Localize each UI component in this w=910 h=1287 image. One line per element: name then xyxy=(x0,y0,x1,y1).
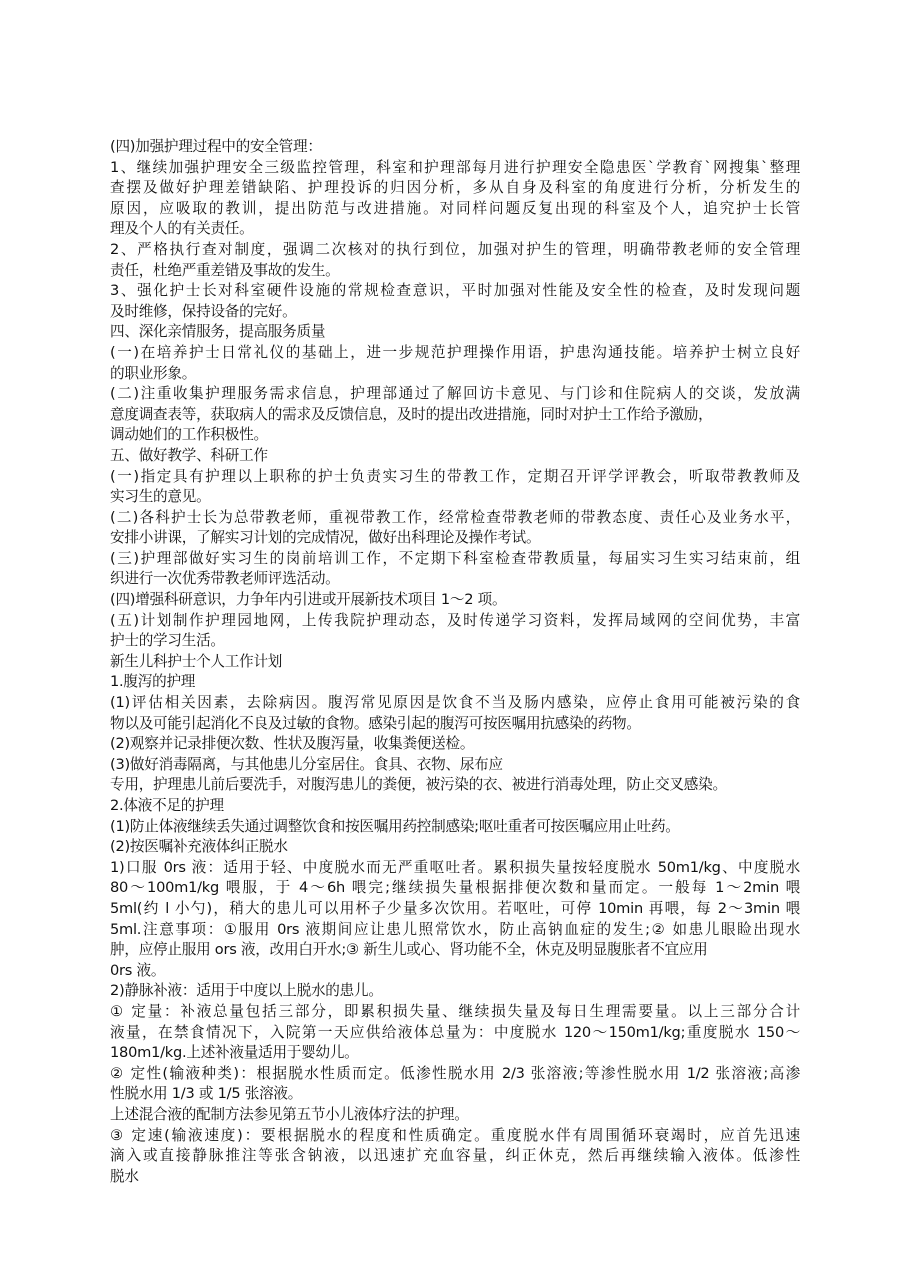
paragraph-line: ② 定性(输液种类)：根据脱水性质而定。低渗性脱水用 2/3 张溶液;等渗性脱水用 1/2 张溶液;高渗 xyxy=(110,1064,800,1082)
paragraph-line: 0rs 液。 xyxy=(110,961,166,979)
paragraph-line: 及时维修，保持设备的完好。 xyxy=(110,302,297,320)
paragraph-line: 性脱水用 1/3 或 1/5 张溶液。 xyxy=(110,1085,303,1103)
paragraph-line: 肿，应停止服用 ors 液，改用白开水;③ 新生儿或心、肾功能不全，休克及明显腹胀者不宜应用 xyxy=(110,941,708,959)
paragraph-line: 查摆及做好护理差错缺陷、护理投诉的归因分析，多从自身及科室的角度进行分析，分析发生的 xyxy=(110,179,800,197)
paragraph-line: (五)计划制作护理园地网，上传我院护理动态，及时传递学习资料，发挥局域网的空间优势，丰富 xyxy=(110,611,800,629)
paragraph-line: 专用，护理患儿前后要洗手，对腹泻患儿的粪便，被污染的衣、被进行消毒处理，防止交叉感染。 xyxy=(110,776,727,794)
document-page xyxy=(110,137,800,1187)
paragraph-line: 液量，在禁食情况下，入院第一天应供给液体总量为：中度脱水 120～150m1/kg;重度脱水 150～ xyxy=(110,1023,800,1041)
paragraph-line: (二)注重收集护理服务需求信息，护理部通过了解回访卡意见、与门诊和住院病人的交谈，发放满 xyxy=(110,385,800,403)
section-heading: (四)加强护理过程中的安全管理： xyxy=(110,138,322,155)
paragraph-line: (2)按医嘱补充液体纠正脱水 xyxy=(110,838,288,856)
paragraph-line: (三)护理部做好实习生的岗前培训工作，不定期下科室检查带教质量，每届实习生实习结束前，组 xyxy=(110,549,800,567)
section-heading: 1.腹泻的护理 xyxy=(110,673,196,691)
paragraph-line: 5ml(约 l 小勺)，稍大的患儿可以用杯子少量多次饮用。若呕吐，可停 10min 再喂，每 2～3min 喂 xyxy=(110,899,800,917)
paragraph-line: 织进行一次优秀带教老师评选活动。 xyxy=(110,570,340,588)
section-heading: 2.体液不足的护理 xyxy=(110,797,224,814)
section-heading: 新生儿科护士个人工作计划 xyxy=(110,652,283,670)
paragraph-line: 上述混合液的配制方法参见第五节小儿液体疗法的护理。 xyxy=(110,1105,469,1123)
paragraph-line: 安排小讲课，了解实习计划的完成情况，做好出科理论及操作考试。 xyxy=(110,529,541,547)
paragraph-line: 2、严格执行查对制度，强调二次核对的执行到位，加强对护生的管理，明确带教老师的安全管理 xyxy=(110,240,800,258)
section-heading: 四、深化亲情服务，提高服务质量 xyxy=(110,323,326,341)
paragraph-line: 滴入或直接静脉推注等张含钠液，以迅速扩充血容量，纠正休克，然后再继续输入液体。低渗性 xyxy=(110,1147,800,1165)
paragraph-line: 责任，杜绝严重差错及事故的发生。 xyxy=(110,261,340,279)
paragraph-line: (二)各科护士长为总带教老师，重视带教工作，经常检查带教老师的带教态度、责任心及业务水平， xyxy=(110,508,800,526)
paragraph-line: 2)静脉补液：适用于中度以上脱水的患儿。 xyxy=(110,982,383,1000)
paragraph-line: 调动她们的工作积极性。 xyxy=(110,426,268,444)
paragraph-line: (1)防止体液继续丢失通过调整饮食和按医嘱用药控制感染;呕吐重者可按医嘱应用止吐药。 xyxy=(110,817,680,835)
paragraph-line: 1)口服 0rs 液：适用于轻、中度脱水而无严重呕吐者。累积损失量按轻度脱水 50m1/kg、中度脱水 xyxy=(110,858,800,876)
paragraph-line: ③ 定速(输液速度)：要根据脱水的程度和性质确定。重度脱水伴有周围循环衰竭时，应首先迅速 xyxy=(110,1126,800,1144)
paragraph-line: (一)指定具有护理以上职称的护士负责实习生的带教工作，定期召开评学评教会，听取带教教师及 xyxy=(110,467,800,485)
paragraph-line: (2)观察并记录排便次数、性状及腹泻量，收集粪便送检。 xyxy=(110,735,475,753)
paragraph-line: (四)增强科研意识，力争年内引进或开展新技术项目 1～2 项。 xyxy=(110,591,507,609)
paragraph-line: (1)评估相关因素，去除病因。腹泻常见原因是饮食不当及肠内感染，应停止食用可能被污染的食 xyxy=(110,694,800,712)
paragraph-line: 实习生的意见。 xyxy=(110,488,211,506)
paragraph-line: 意度调查表等，获取病人的需求及反馈信息，及时的提出改进措施，同时对护士工作给予激励， xyxy=(110,405,713,423)
paragraph-line: 原因，应吸取的教训，提出防范与改进措施。对同样问题反复出现的科室及个人，追究护士长管 xyxy=(110,199,800,217)
paragraph-line: 脱水 xyxy=(110,1167,139,1185)
paragraph-line: 3、强化护士长对科室硬件设施的常规检查意识，平时加强对性能及安全性的检查，及时发现问题 xyxy=(110,282,800,300)
paragraph-line: 物以及可能引起消化不良及过敏的食物。感染引起的腹泻可按医嘱用抗感染的药物。 xyxy=(110,714,641,732)
paragraph-line: 80～100m1/kg 喂服，于 4～6h 喂完;继续损失量根据排便次数和量而定。一般每 1～2min 喂 xyxy=(110,879,800,897)
paragraph-line: ① 定量：补液总量包括三部分，即累积损失量、继续损失量及每日生理需要量。以上三部分合计 xyxy=(110,1002,800,1020)
paragraph-line: 1、继续加强护理安全三级监控管理，科室和护理部每月进行护理安全隐患医`学教育`网搜集`整理 xyxy=(110,158,800,176)
paragraph-line: 理及个人的有关责任。 xyxy=(110,220,254,238)
paragraph-line: 的职业形象。 xyxy=(110,364,197,382)
paragraph-line: (一)在培养护士日常礼仪的基础上，进一步规范护理操作用语，护患沟通技能。培养护士树立良好 xyxy=(110,343,800,361)
paragraph-line: 护士的学习生活。 xyxy=(110,632,225,650)
paragraph-line: 5ml.注意事项：①服用 0rs 液期间应让患儿照常饮水，防止高钠血症的发生;② 如患儿眼睑出现水 xyxy=(110,920,800,938)
paragraph-line: (3)做好消毒隔离，与其他患儿分室居住。食具、衣物、尿布应 xyxy=(110,755,503,773)
paragraph-line: 180m1/kg.上述补液量适用于婴幼儿。 xyxy=(110,1044,359,1062)
section-heading: 五、做好教学、科研工作 xyxy=(110,446,268,464)
